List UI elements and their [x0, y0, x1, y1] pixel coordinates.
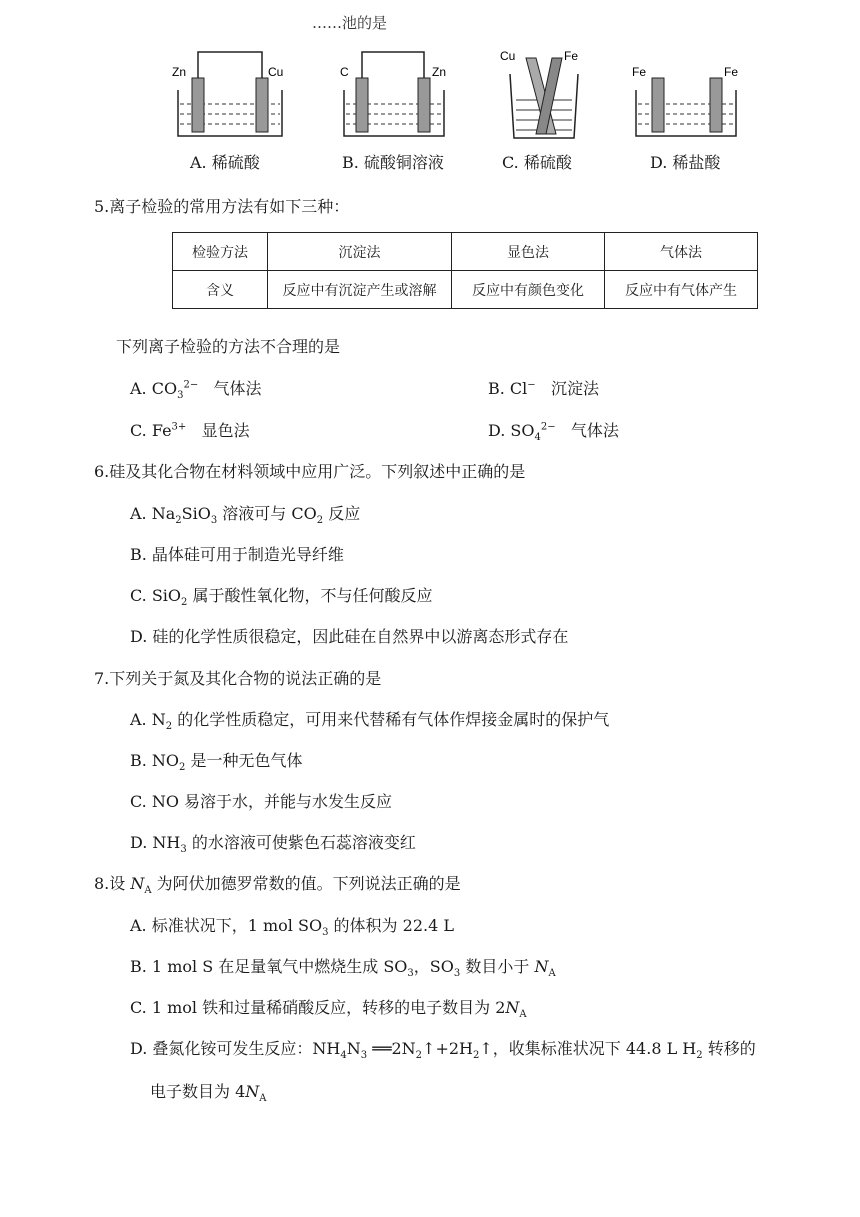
- right-electrode-label: Zn: [432, 65, 447, 79]
- q8-stem: 8.设 $N_A$ 为阿伏加德罗常数的值。下列说法正确的是: [94, 874, 461, 897]
- table-cell: 反应中有气体产生: [605, 271, 758, 309]
- q7-stem: 7.下列关于氮及其化合物的说法正确的是: [94, 669, 382, 688]
- cell-diagram-b: [338, 44, 458, 144]
- q8-option-d-continued: 电子数目为 $4N_A$: [150, 1082, 267, 1105]
- q6-option-b: B. 晶体硅可用于制造光导纤维: [130, 545, 344, 564]
- q6-stem: 6.硅及其化合物在材料领域中应用广泛。下列叙述中正确的是: [94, 462, 526, 481]
- q8-option-c: C. 1 mol 铁和过量稀硝酸反应，转移的电子数目为 $2N_A$: [130, 998, 527, 1021]
- table-header-cell: 气体法: [605, 233, 758, 271]
- option-a-label: A. 稀硫酸: [190, 153, 260, 172]
- right-electrode-label: Fe: [724, 65, 739, 79]
- table-cell: 反应中有沉淀产生或溶解: [268, 271, 452, 309]
- q5-option-d: D. $SO_4^{2-}$ 气体法: [488, 421, 619, 444]
- q6-option-d: D. 硅的化学性质很稳定，因此硅在自然界中以游离态形式存在: [130, 627, 569, 646]
- previous-question-fragment: ……池的是: [312, 14, 388, 32]
- q7-option-b: B. $NO_2$ 是一种无色气体: [130, 751, 303, 774]
- left-electrode-label: C: [340, 65, 349, 79]
- table-cell: 含义: [173, 271, 268, 309]
- option-d-label: D. 稀盐酸: [650, 153, 721, 172]
- left-electrode-label: Fe: [632, 65, 647, 79]
- q6-option-c: C. SiO$_2$ 属于酸性氧化物，不与任何酸反应: [130, 586, 433, 609]
- q8-option-b: B. 1 mol S 在足量氧气中燃烧生成 $SO_3$，$SO_3$ 数目小于 $N_A$: [130, 957, 556, 980]
- right-electrode-label: Fe: [564, 49, 579, 63]
- q6-option-a: A. $Na_2SiO_3$ 溶液可与 $CO_2$ 反应: [130, 504, 361, 527]
- table-header-cell: 显色法: [452, 233, 605, 271]
- q5-option-b: B. Cl− 沉淀法: [488, 379, 599, 398]
- table-header-cell: 检验方法: [173, 233, 268, 271]
- q5-option-a: A. $CO_3^{2-}$ 气体法: [130, 379, 262, 402]
- option-b-label: B. 硫酸铜溶液: [342, 153, 444, 172]
- q8-option-d: D. 叠氮化铵可发生反应：$NH_4N_3$ $══2N_2↑+2H_2↑$，收集标准状况下 44.8 L $H_2$ 转移的: [130, 1039, 756, 1062]
- q5-question: 下列离子检验的方法不合理的是: [116, 337, 341, 356]
- q7-option-a: A. $N_2$ 的化学性质稳定，可用来代替稀有气体作焊接金属时的保护气: [130, 710, 610, 733]
- table-row: [173, 271, 758, 309]
- q5-stem: 5.离子检验的常用方法有如下三种：: [94, 197, 350, 216]
- table-header-cell: 沉淀法: [268, 233, 452, 271]
- q5-option-c: C. $Fe^{3+}$ 显色法: [130, 421, 250, 440]
- method-table: [172, 232, 758, 309]
- cell-diagram-c: [496, 44, 596, 144]
- left-electrode-label: Zn: [172, 65, 187, 79]
- table-cell: 反应中有颜色变化: [452, 271, 605, 309]
- option-c-label: C. 稀硫酸: [502, 153, 572, 172]
- left-electrode-label: Cu: [500, 49, 516, 63]
- cell-diagram-a: [170, 44, 290, 144]
- q7-option-d: D. $NH_3$ 的水溶液可使紫色石蕊溶液变红: [130, 833, 416, 856]
- q8-option-a: A. 标准状况下，1 mol $SO_3$ 的体积为 22.4 L: [130, 916, 454, 939]
- right-electrode-label: Cu: [268, 65, 284, 79]
- cell-diagram-d: [630, 44, 750, 144]
- q7-option-c: C. NO 易溶于水，并能与水发生反应: [130, 792, 393, 811]
- table-header-row: [173, 233, 758, 271]
